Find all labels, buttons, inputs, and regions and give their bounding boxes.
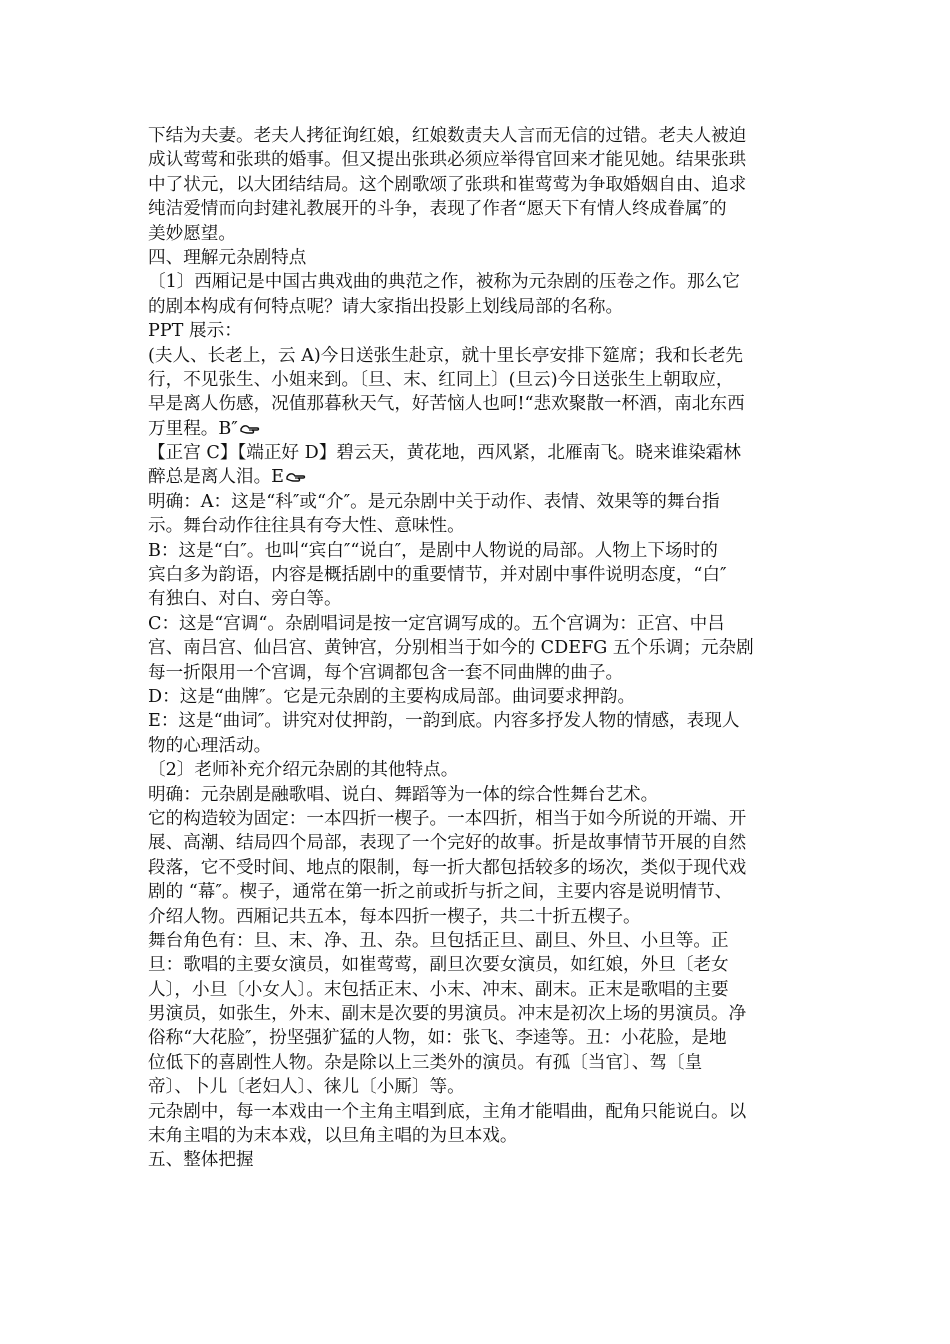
text-line: E：这是“曲词″。讲究对仗押韵，一韵到底。内容多抒发人物的情感，表现人 [148,711,740,732]
text-line: B：这是“白″。也叫“宾白″“说白″，是剧中人物说的局部。人物上下场时的 [148,540,718,561]
text-line: 剧的 “幕″。楔子，通常在第一折之前或折与折之间，主要内容是说明情节、 [148,882,733,903]
text-line: 元杂剧中，每一本戏由一个主角主唱到底，主角才能唱曲，配角只能说白。以 [148,1101,747,1122]
text-line: 俗称“大花脸″，扮坚强犷猛的人物，如：张飞、李逵等。丑：小花脸，是地 [148,1028,727,1049]
text-line: 【正宫 C】【端正好 D】碧云天，黄花地，西风紧，北雁南飞。晓来谁染霜林 [148,443,741,464]
text-line: 纯洁爱情而向封建礼教展开的斗争，表现了作者“愿天下有情人终成眷属″的 [148,199,727,220]
text-line: 行，不见张生、小姐来到。〔旦、末、红同上〕(旦云)今日送张生上朝取应， [148,369,734,390]
text-line: 中了状元，以大团结结局。这个剧歌颂了张珙和崔莺莺为争取婚姻自由、追求 [148,174,747,195]
pointing-hand-icon [240,422,260,436]
text-line: (夫人、长老上，云 A)今日送张生赴京，就十里长亭安排下筵席；我和长老先 [148,345,744,366]
text-line: 的剧本构成有何特点呢？请大家指出投影上划线局部的名称。 [148,296,624,317]
text-line: 万里程。B″ [148,418,238,439]
text-line: 醉总是离人泪。E [148,467,285,488]
text-line: 〔2〕老师补充介绍元杂剧的其他特点。 [148,760,459,781]
text-line: PPT 展示： [148,321,242,342]
text-line: 末角主唱的为末本戏，以旦角主唱的为旦本戏。 [148,1126,518,1147]
text-line: 舞台角色有：旦、末、净、丑、杂。旦包括正旦、副旦、外旦、小旦等。正 [148,930,729,951]
text-line: 明确：A：这是“科″或“介″。是元杂剧中关于动作、表情、效果等的舞台指 [148,491,720,512]
text-line: 段落，它不受时间、地点的限制，每一折大都包括较多的场次，类似于现代戏 [148,857,747,878]
text-line: C：这是“宫调“。杂剧唱词是按一定宫调写成的。五个宫调为：正宫、中吕 [148,613,725,634]
text-line: 人〕，小旦〔小女人〕。末包括正末、小末、冲末、副末。正末是歌唱的主要 [148,979,729,1000]
text-line: 成认莺莺和张珙的婚事。但又提出张珙必须应举得官回来才能见她。结果张珙 [148,150,747,171]
text-line: 旦：歌唱的主要女演员，如崔莺莺，副旦次要女演员，如红娘，外旦〔老女 [148,955,729,976]
text-line: 〔1〕西厢记是中国古典戏曲的典范之作，被称为元杂剧的压卷之作。那么它 [148,272,740,293]
text-line: 帝〕、卜儿〔老妇人〕、徕儿〔小厮〕等。 [148,1077,465,1098]
text-line: 示。舞台动作往往具有夸大性、意味性。 [148,516,465,537]
document-body [148,124,808,1173]
text-line: 美妙愿望。 [148,223,236,244]
text-line: 介绍人物。西厢记共五本，每本四折一楔子，共二十折五楔子。 [148,906,641,927]
text-line: 下结为夫妻。老夫人拷征询红娘，红娘数责夫人言而无信的过错。老夫人被迫 [148,126,747,146]
text-line: 宾白多为韵语，内容是概括剧中的重要情节，并对剧中事件说明态度，“白″ [148,565,727,586]
text-line: 宫、南吕宫、仙吕宫、黄钟宫，分别相当于如今的 CDEFG 五个乐调；元杂剧 [148,638,754,659]
text-line: 它的构造较为固定：一本四折一楔子。一本四折，相当于如今所说的开端、开 [148,808,747,829]
text-line: 物的心理活动。 [148,735,272,756]
section-heading: 五、整体把握 [148,1150,254,1171]
text-line: 明确：元杂剧是融歌唱、说白、舞蹈等为一体的综合性舞台艺术。 [148,784,659,805]
text-line: 展、高潮、结局四个局部，表现了一个完好的故事。折是故事情节开展的自然 [148,833,747,854]
text-line-with-mark [148,465,808,489]
text-line: 有独白、对白、旁白等。 [148,589,342,610]
text-line: D：这是“曲牌″。它是元杂剧的主要构成局部。曲词要求押韵。 [148,686,636,707]
pointing-hand-icon [286,470,306,484]
text-line: 男演员，如张生，外末、副末是次要的男演员。冲末是初次上场的男演员。净 [148,1004,747,1025]
text-line-with-mark [148,417,808,441]
section-heading: 四、理解元杂剧特点 [148,247,307,268]
text-line: 早是离人伤感，况值那暮秋天气，好苦恼人也呵!“悲欢聚散一杯酒，南北东西 [148,394,745,415]
text-line: 每一折限用一个宫调，每个宫调都包含一套不同曲牌的曲子。 [148,662,624,683]
text-line: 位低下的喜剧性人物。杂是除以上三类外的演员。有孤〔当官〕、驾〔皇 [148,1052,703,1073]
